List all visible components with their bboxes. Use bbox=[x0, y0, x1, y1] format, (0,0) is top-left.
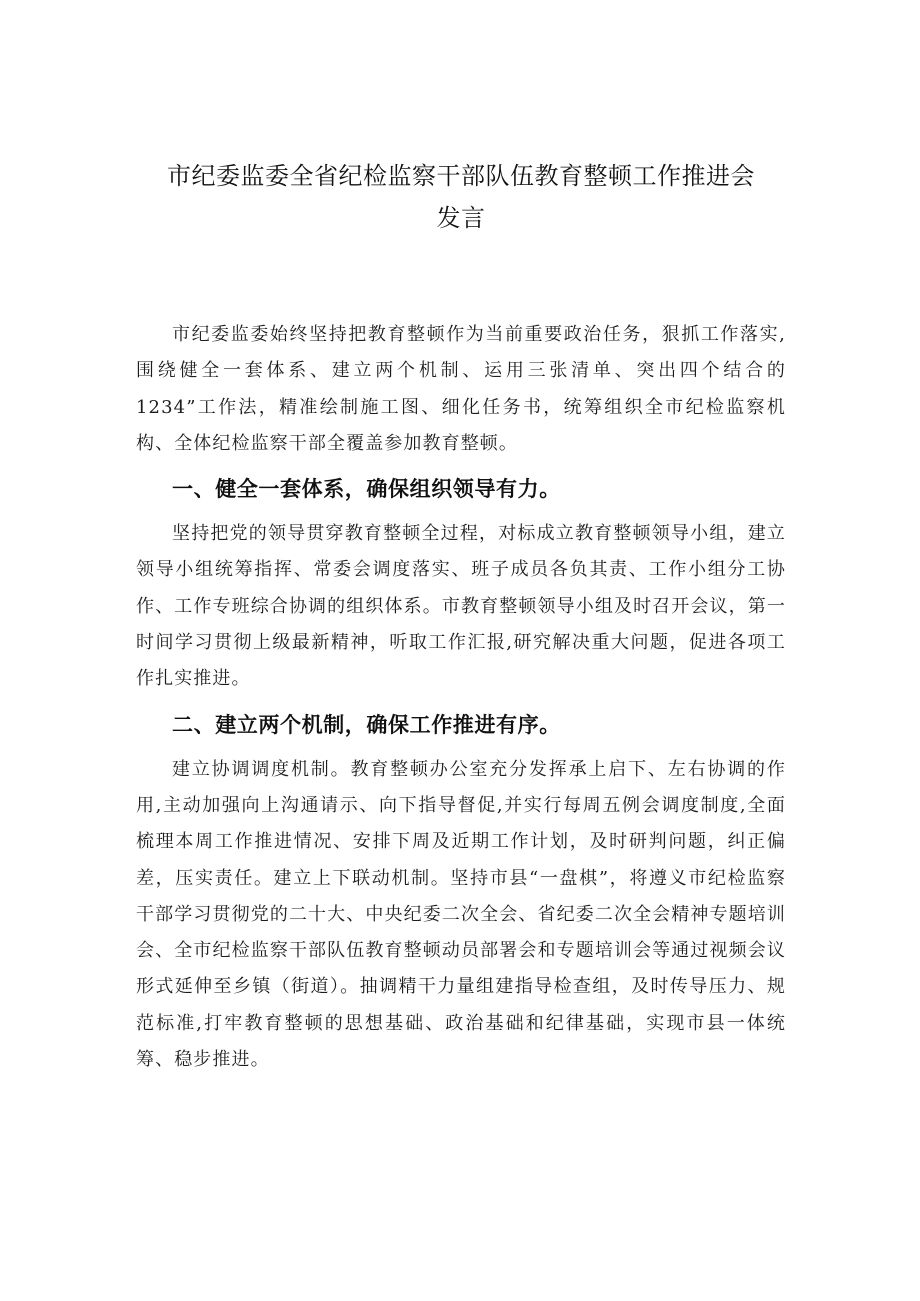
document-title-line-2: 发言 bbox=[436, 204, 486, 232]
section-2-paragraph: 建立协调调度机制。教育整顿办公室充分发挥承上启下、左右协调的作用,主动加强向上沟通请示、向下指导督促,并实行每周五例会调度制度,全面梳理本周工作推进情况、安排下周及近期工作计划，及时研判问题，纠正偏差，压实责任。建立上下联动机制。坚持市县“一盘棋”，将遵义市纪检监察干部学习贯彻党的二十大、中央纪委二次全会、省纪委二次全会精神专题培训会、全市纪检监察干部队伍教育整顿动员部署会和专题培训会等通过视频会议形式延伸至乡镇（街道）。抽调精干力量组建指导检查组，及时传导压力、规范标准,打牢教育整顿的思想基础、政治基础和纪律基础，实现市县一体统筹、稳步推进。 bbox=[136, 758, 786, 1071]
section-1-heading: 一、健全一套体系，确保组织领导有力。 bbox=[172, 477, 561, 502]
document-body bbox=[136, 317, 786, 1078]
document-title bbox=[136, 155, 786, 239]
intro-paragraph: 市纪委监委始终坚持把教育整顿作为当前重要政治任务，狠抓工作落实,围绕健全一套体系、建立两个机制、运用三张清单、突出四个结合的1234”工作法，精准绘制施工图、细化任务书，统筹组织全市纪检监察机构、全体纪检监察干部全覆盖参加教育整顿。 bbox=[136, 324, 786, 454]
section-2-heading: 二、建立两个机制，确保工作推进有序。 bbox=[172, 712, 561, 737]
section-1-paragraph: 坚持把党的领导贯穿教育整顿全过程，对标成立教育整顿领导小组，建立领导小组统筹指挥、常委会调度落实、班子成员各负其责、工作小组分工协作、工作专班综合协调的组织体系。市教育整顿领导小组及时召开会议，第一时间学习贯彻上级最新精神，听取工作汇报,研究解决重大问题，促进各项工作扎实推进。 bbox=[136, 523, 786, 690]
document-title-line-1: 市纪委监委全省纪检监察干部队伍教育整顿工作推进会 bbox=[167, 162, 755, 190]
